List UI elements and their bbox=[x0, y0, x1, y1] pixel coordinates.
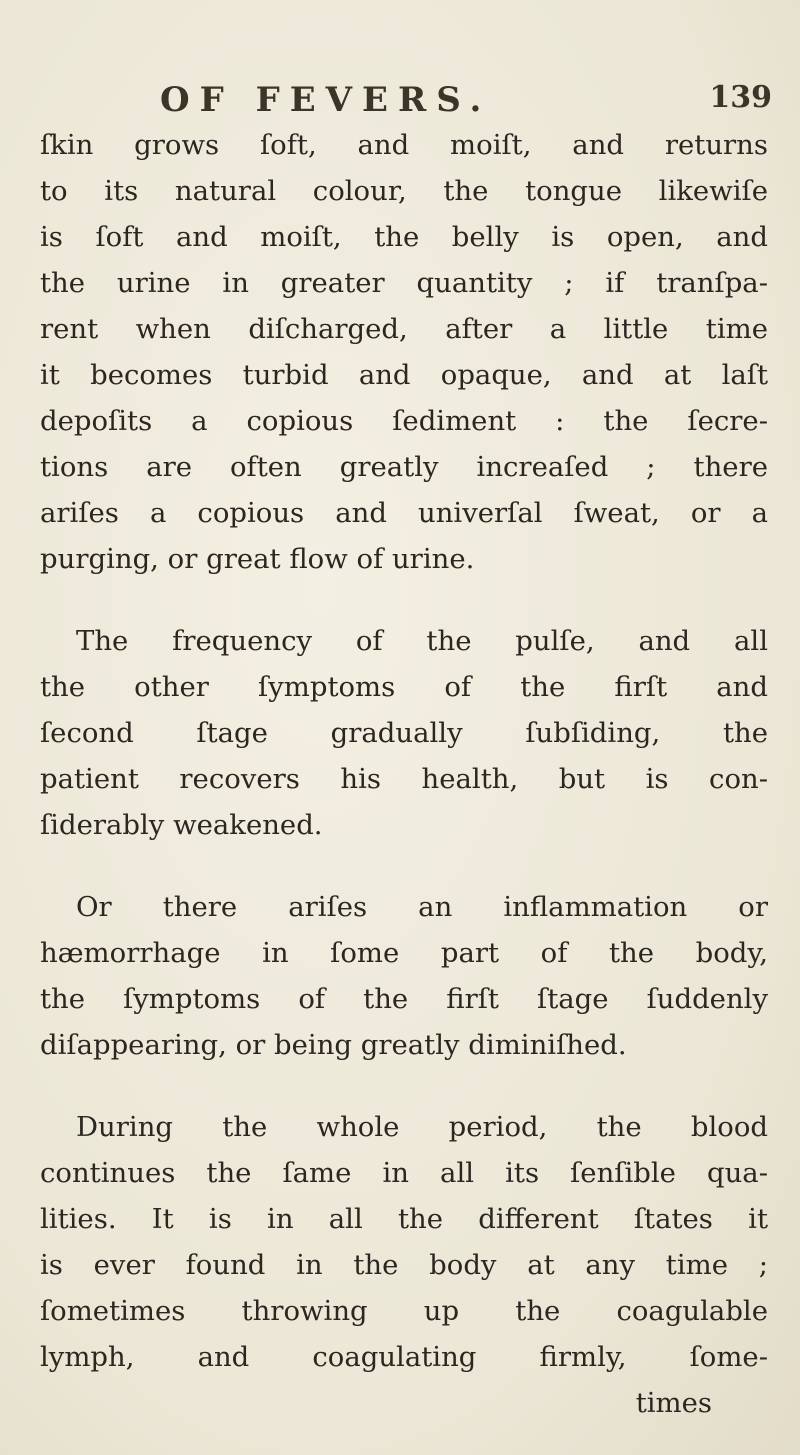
paragraph-blood bbox=[40, 1104, 768, 1380]
page-number: 139 bbox=[709, 80, 772, 115]
text-line: Or there ariſes an inflammation or bbox=[76, 891, 768, 923]
catchword: times bbox=[635, 1387, 712, 1419]
text-line: ſecond ſtage gradually ſubſiding, the bbox=[40, 717, 768, 749]
text-line: hæmorrhage in ſome part of the body, bbox=[40, 937, 768, 969]
paragraph-inflammation bbox=[40, 884, 768, 1068]
body-text bbox=[40, 122, 768, 1426]
text-line: the ſymptoms of the firſt ſtage ſuddenly bbox=[40, 983, 768, 1015]
text-line: the urine in greater quantity ; if tranſpa- bbox=[40, 267, 768, 299]
text-line: is ever found in the body at any time ; bbox=[40, 1249, 768, 1281]
text-line: The frequency of the pulſe, and all bbox=[76, 625, 768, 657]
text-line: ariſes a copious and univerſal ſweat, or a bbox=[40, 497, 768, 529]
running-title: OF FEVERS. bbox=[160, 80, 492, 120]
text-line: depoſits a copious ſediment : the ſecre- bbox=[40, 405, 768, 437]
text-line: purging, or great flow of urine. bbox=[40, 543, 475, 575]
text-line: lymph, and coagulating firmly, ſome- bbox=[40, 1341, 768, 1373]
text-line: tions are often greatly increaſed ; there bbox=[40, 451, 768, 483]
paragraph-gap bbox=[40, 1068, 768, 1104]
text-line: lities. It is in all the different ſtates it bbox=[40, 1203, 768, 1235]
text-line: ſiderably weakened. bbox=[40, 809, 323, 841]
text-line: to its natural colour, the tongue likewiſe bbox=[40, 175, 768, 207]
text-line: During the whole period, the blood bbox=[76, 1111, 768, 1143]
text-line: rent when diſcharged, after a little time bbox=[40, 313, 768, 345]
text-line: continues the ſame in all its ſenſible qua- bbox=[40, 1157, 768, 1189]
running-head bbox=[0, 80, 800, 124]
text-line: diſappearing, or being greatly diminiſhed. bbox=[40, 1029, 627, 1061]
text-line: ſometimes throwing up the coagulable bbox=[40, 1295, 768, 1327]
paragraph-gap bbox=[40, 582, 768, 618]
paragraph-recovery bbox=[40, 618, 768, 848]
text-line: ſkin grows ſoft, and moiſt, and returns bbox=[40, 129, 768, 161]
text-line: is ſoft and moiſt, the belly is open, and bbox=[40, 221, 768, 253]
text-line: the other ſymptoms of the firſt and bbox=[40, 671, 768, 703]
text-line: it becomes turbid and opaque, and at laſt bbox=[40, 359, 768, 391]
paragraph-gap bbox=[40, 848, 768, 884]
paragraph-crisis-signs bbox=[40, 122, 768, 582]
text-line: patient recovers his health, but is con- bbox=[40, 763, 768, 795]
